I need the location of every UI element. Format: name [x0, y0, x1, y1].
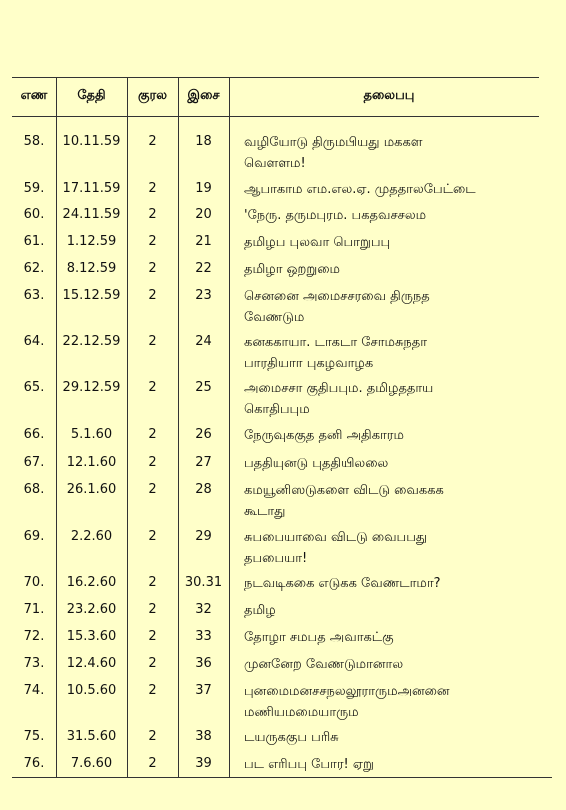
row-date: 17.11.59	[62, 181, 121, 196]
row-title	[244, 727, 562, 748]
row-title	[244, 332, 562, 374]
row-date: 10.11.59	[62, 134, 121, 149]
row-title	[244, 453, 562, 474]
row-title	[244, 179, 562, 200]
row-title	[244, 527, 562, 569]
row-title	[244, 425, 562, 446]
title-line: அமைசசா குதிபபும. தமிழததாய	[244, 381, 434, 396]
row-issue: 33	[195, 629, 212, 644]
row-volume: 2	[148, 629, 157, 644]
row-number: 67.	[23, 455, 45, 470]
row-number: 68.	[23, 482, 45, 497]
table-top-rule	[12, 77, 539, 78]
table-header-rule	[12, 116, 539, 117]
row-volume: 2	[148, 427, 157, 442]
row-date: 24.11.59	[62, 207, 121, 222]
column-divider	[229, 77, 230, 777]
row-volume: 2	[148, 656, 157, 671]
row-volume: 2	[148, 602, 157, 617]
row-date: 22.12.59	[62, 334, 121, 349]
title-line: தமிழ	[244, 603, 276, 618]
header-date: தேதி	[77, 88, 106, 103]
row-issue: 32	[195, 602, 212, 617]
row-issue: 36	[195, 656, 212, 671]
title-line: நேருவுககுத தனி அதிகாரம	[244, 428, 404, 443]
row-date: 29.12.59	[62, 380, 121, 395]
row-volume: 2	[148, 207, 157, 222]
row-issue: 23	[195, 288, 212, 303]
title-line: டயருககுப பரிசு	[244, 730, 339, 745]
title-line: வேணடும	[244, 310, 305, 325]
title-line: புனமைமனசசநலலூராருமஅனனை	[244, 684, 450, 699]
table-bottom-rule	[12, 777, 552, 778]
row-volume: 2	[148, 288, 157, 303]
row-title	[244, 205, 562, 226]
row-title	[244, 681, 562, 723]
header-volume: குரல	[138, 88, 167, 103]
row-number: 71.	[23, 602, 45, 617]
title-line: பாரதியாா புகழவாழக	[244, 356, 374, 371]
row-date: 2.2.60	[70, 529, 113, 544]
row-volume: 2	[148, 575, 157, 590]
row-title	[244, 627, 562, 648]
row-date: 12.4.60	[66, 656, 117, 671]
row-issue: 18	[195, 134, 212, 149]
row-title	[244, 654, 562, 675]
row-title	[244, 480, 562, 522]
row-issue: 24	[195, 334, 212, 349]
row-date: 15.12.59	[62, 288, 121, 303]
row-volume: 2	[148, 234, 157, 249]
row-issue: 25	[195, 380, 212, 395]
title-line: தமிழா ஒறறுமை	[244, 262, 341, 277]
row-date: 16.2.60	[66, 575, 117, 590]
row-date: 8.12.59	[66, 261, 117, 276]
row-issue: 39	[195, 756, 212, 771]
row-issue: 28	[195, 482, 212, 497]
row-date: 31.5.60	[66, 729, 117, 744]
title-line: முனனேற வேணடுமானால	[244, 657, 404, 672]
row-number: 63.	[23, 288, 45, 303]
row-issue: 27	[195, 455, 212, 470]
row-title	[244, 600, 562, 621]
header-number: எண	[20, 88, 48, 103]
row-number: 61.	[23, 234, 45, 249]
row-number: 64.	[23, 334, 45, 349]
title-line: தோழா சமபத அவாகட்கு	[244, 630, 394, 645]
header-issue: இசை	[187, 88, 220, 103]
row-date: 10.5.60	[66, 683, 117, 698]
row-volume: 2	[148, 683, 157, 698]
row-number: 60.	[23, 207, 45, 222]
row-number: 72.	[23, 629, 45, 644]
row-number: 59.	[23, 181, 45, 196]
title-line: செனனை அமைசசரவை திருநத	[244, 289, 430, 304]
row-number: 70.	[23, 575, 45, 590]
row-number: 65.	[23, 380, 45, 395]
row-issue: 20	[195, 207, 212, 222]
row-volume: 2	[148, 756, 157, 771]
row-number: 74.	[23, 683, 45, 698]
title-line: ஆபாகாம எம.எல.ஏ. முததாலபேட்டை	[244, 182, 476, 197]
row-volume: 2	[148, 529, 157, 544]
title-line: வழியோடு திருமபியது மககள	[244, 135, 423, 150]
row-issue: 19	[195, 181, 212, 196]
row-title	[244, 259, 562, 280]
title-line: வெளளம!	[244, 156, 306, 171]
title-line: நடவடிககை எடுகக வேணடாமா?	[244, 576, 441, 591]
row-title	[244, 286, 562, 328]
row-volume: 2	[148, 134, 157, 149]
row-title	[244, 232, 562, 253]
row-volume: 2	[148, 261, 157, 276]
row-date: 1.12.59	[66, 234, 117, 249]
row-issue: 22	[195, 261, 212, 276]
row-date: 12.1.60	[66, 455, 117, 470]
title-line: தபபையா!	[244, 551, 308, 566]
row-date: 5.1.60	[70, 427, 113, 442]
row-number: 73.	[23, 656, 45, 671]
row-volume: 2	[148, 455, 157, 470]
title-line: 'நேரு. தருமபுரம. பகதவசசலம	[244, 208, 427, 223]
row-number: 66.	[23, 427, 45, 442]
row-volume: 2	[148, 334, 157, 349]
row-title	[244, 573, 562, 594]
row-title	[244, 378, 562, 420]
row-number: 58.	[23, 134, 45, 149]
row-date: 15.3.60	[66, 629, 117, 644]
title-line: கொதிபபும	[244, 402, 310, 417]
row-date: 26.1.60	[66, 482, 117, 497]
row-volume: 2	[148, 729, 157, 744]
row-date: 23.2.60	[66, 602, 117, 617]
row-issue: 29	[195, 529, 212, 544]
row-number: 62.	[23, 261, 45, 276]
title-line: பததியுனடு புததியிலலை	[244, 456, 389, 471]
title-line: மணியமமையாரும	[244, 705, 359, 720]
header-title: தலைபபு	[363, 88, 415, 103]
row-date: 7.6.60	[70, 756, 113, 771]
row-number: 76.	[23, 756, 45, 771]
row-volume: 2	[148, 482, 157, 497]
title-line: பட எரிபபு போர! ஏறு	[244, 757, 374, 772]
title-line: தமிழப புலவா பொறுபபு	[244, 235, 391, 250]
row-issue: 26	[195, 427, 212, 442]
row-number: 75.	[23, 729, 45, 744]
row-issue: 38	[195, 729, 212, 744]
row-volume: 2	[148, 380, 157, 395]
row-issue: 30.31	[184, 575, 223, 590]
row-volume: 2	[148, 181, 157, 196]
title-line: சுபபையாவை விடடு வைபபது	[244, 530, 428, 545]
row-title	[244, 132, 562, 174]
row-issue: 37	[195, 683, 212, 698]
row-number: 69.	[23, 529, 45, 544]
title-line: கூடாது	[244, 504, 286, 519]
row-issue: 21	[195, 234, 212, 249]
title-line: கமயூனிஸடுகளை விடடு வைககக	[244, 483, 444, 498]
title-line: கனககாயா. டாகடா சோமசுநதா	[244, 335, 428, 350]
row-title	[244, 754, 562, 775]
